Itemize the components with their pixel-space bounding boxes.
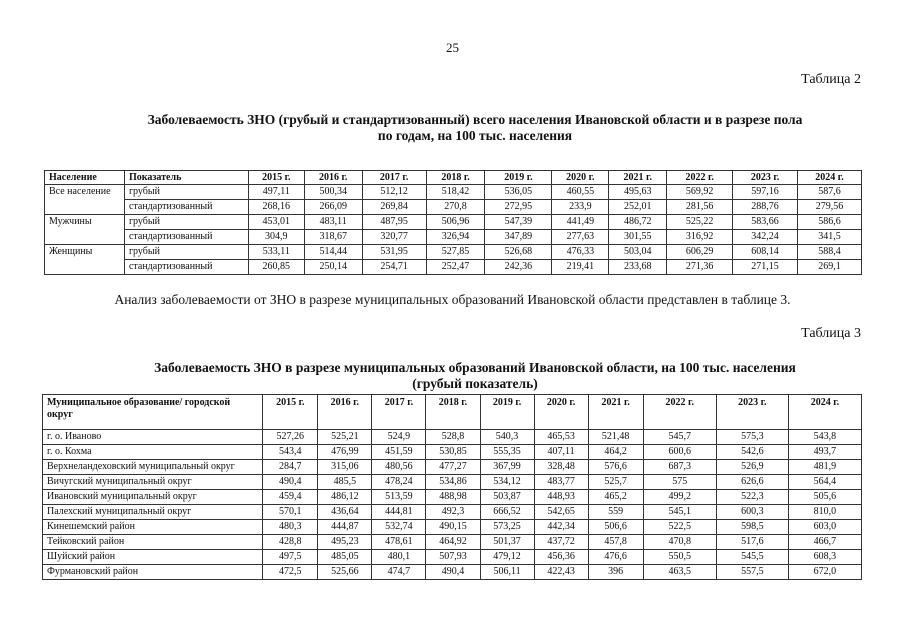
population-group-cell: Все население (45, 185, 125, 200)
value-cell: 517,6 (716, 535, 788, 550)
table3-row (43, 505, 862, 520)
indicator-cell: грубый (124, 215, 248, 230)
value-cell: 470,8 (643, 535, 716, 550)
table3-label: Таблица 3 (801, 326, 861, 341)
table2-row (45, 230, 862, 245)
table2-header-cell: 2021 г. (609, 171, 667, 185)
value-cell: 606,29 (667, 245, 733, 260)
value-cell: 486,72 (609, 215, 667, 230)
table2-header-cell: Население (45, 171, 125, 185)
value-cell: 536,05 (485, 185, 552, 200)
value-cell: 252,01 (609, 200, 667, 215)
value-cell: 534,86 (426, 475, 480, 490)
value-cell: 493,7 (788, 445, 861, 460)
value-cell: 476,99 (318, 445, 372, 460)
table3-row (43, 460, 862, 475)
indicator-cell: стандартизованный (124, 200, 248, 215)
value-cell: 503,04 (609, 245, 667, 260)
value-cell: 269,84 (362, 200, 426, 215)
table3-row (43, 475, 862, 490)
table2-label: Таблица 2 (801, 72, 861, 87)
table2-header-cell: Показатель (124, 171, 248, 185)
value-cell: 490,4 (263, 475, 318, 490)
value-cell: 573,25 (480, 520, 534, 535)
value-cell: 465,2 (588, 490, 643, 505)
value-cell: 478,61 (372, 535, 426, 550)
table3-header-cell: Муниципальное образование/ городской округ (43, 395, 263, 430)
value-cell: 587,6 (798, 185, 862, 200)
table2-row (45, 200, 862, 215)
value-cell: 497,11 (248, 185, 304, 200)
value-cell: 219,41 (552, 260, 609, 275)
table3-row (43, 430, 862, 445)
value-cell: 441,49 (552, 215, 609, 230)
value-cell: 608,14 (733, 245, 798, 260)
table3-header-cell: 2023 г. (716, 395, 788, 430)
table2-header-cell: 2023 г. (733, 171, 798, 185)
value-cell: 575 (643, 475, 716, 490)
value-cell: 328,48 (534, 460, 588, 475)
value-cell: 526,9 (716, 460, 788, 475)
value-cell: 586,6 (798, 215, 862, 230)
value-cell: 476,33 (552, 245, 609, 260)
value-cell: 603,0 (788, 520, 861, 535)
table3-title-line2: (грубый показатель) (412, 376, 538, 391)
value-cell: 284,7 (263, 460, 318, 475)
value-cell: 233,9 (552, 200, 609, 215)
table2-header-cell: 2022 г. (667, 171, 733, 185)
value-cell: 532,74 (372, 520, 426, 535)
value-cell: 500,34 (304, 185, 362, 200)
value-cell: 448,93 (534, 490, 588, 505)
table3-row (43, 535, 862, 550)
value-cell: 506,6 (588, 520, 643, 535)
value-cell: 481,9 (788, 460, 861, 475)
table3-header-cell: 2021 г. (588, 395, 643, 430)
population-group-cell (45, 260, 125, 275)
value-cell: 272,95 (485, 200, 552, 215)
value-cell: 487,95 (362, 215, 426, 230)
value-cell: 525,22 (667, 215, 733, 230)
value-cell: 288,76 (733, 200, 798, 215)
value-cell: 485,5 (318, 475, 372, 490)
value-cell: 547,39 (485, 215, 552, 230)
value-cell: 497,5 (263, 550, 318, 565)
value-cell: 485,05 (318, 550, 372, 565)
page-number: 25 (446, 40, 459, 55)
value-cell: 672,0 (788, 565, 861, 580)
value-cell: 271,36 (667, 260, 733, 275)
population-group-cell (45, 230, 125, 245)
value-cell: 543,4 (263, 445, 318, 460)
value-cell: 521,48 (588, 430, 643, 445)
table2-header-row (45, 171, 862, 185)
value-cell: 476,6 (588, 550, 643, 565)
value-cell: 367,99 (480, 460, 534, 475)
value-cell: 301,55 (609, 230, 667, 245)
table3-header-cell: 2020 г. (534, 395, 588, 430)
value-cell: 270,8 (426, 200, 485, 215)
value-cell: 528,8 (426, 430, 480, 445)
population-group-cell: Мужчины (45, 215, 125, 230)
value-cell: 530,85 (426, 445, 480, 460)
value-cell: 478,24 (372, 475, 426, 490)
value-cell: 483,77 (534, 475, 588, 490)
value-cell: 525,21 (318, 430, 372, 445)
value-cell: 341,5 (798, 230, 862, 245)
value-cell: 506,96 (426, 215, 485, 230)
value-cell: 342,24 (733, 230, 798, 245)
table3-header-cell: 2024 г. (788, 395, 861, 430)
table3-header-cell: 2017 г. (372, 395, 426, 430)
value-cell: 233,68 (609, 260, 667, 275)
value-cell: 428,8 (263, 535, 318, 550)
table2-title-line2: по годам, на 100 тыс. населения (377, 128, 573, 143)
table2-row (45, 245, 862, 260)
value-cell: 268,16 (248, 200, 304, 215)
value-cell: 514,44 (304, 245, 362, 260)
value-cell: 542,65 (534, 505, 588, 520)
value-cell: 492,3 (426, 505, 480, 520)
table3-row (43, 565, 862, 580)
value-cell: 531,95 (362, 245, 426, 260)
value-cell: 242,36 (485, 260, 552, 275)
value-cell: 451,59 (372, 445, 426, 460)
value-cell: 437,72 (534, 535, 588, 550)
indicator-cell: стандартизованный (124, 230, 248, 245)
table2-title-line1: Заболеваемость ЗНО (грубый и стандартизованный) всего населения Ивановской области и в разрезе пола (147, 112, 803, 127)
value-cell: 464,2 (588, 445, 643, 460)
value-cell: 505,6 (788, 490, 861, 505)
value-cell: 559 (588, 505, 643, 520)
value-cell: 597,16 (733, 185, 798, 200)
municipality-cell: Вичугский муниципальный округ (43, 475, 263, 490)
value-cell: 555,35 (480, 445, 534, 460)
value-cell: 316,92 (667, 230, 733, 245)
table2-header-cell: 2019 г. (485, 171, 552, 185)
value-cell: 422,43 (534, 565, 588, 580)
value-cell: 512,12 (362, 185, 426, 200)
value-cell: 542,6 (716, 445, 788, 460)
value-cell: 474,7 (372, 565, 426, 580)
value-cell: 576,6 (588, 460, 643, 475)
value-cell: 457,8 (588, 535, 643, 550)
table3-row (43, 445, 862, 460)
value-cell: 480,1 (372, 550, 426, 565)
value-cell: 583,66 (733, 215, 798, 230)
value-cell: 600,3 (716, 505, 788, 520)
value-cell: 564,4 (788, 475, 861, 490)
value-cell: 483,11 (304, 215, 362, 230)
table3-header-cell: 2015 г. (263, 395, 318, 430)
analysis-paragraph: Анализ заболеваемости от ЗНО в разрезе муниципальных образований Ивановской области представлен в таблице 3. (114, 292, 791, 307)
value-cell: 269,1 (798, 260, 862, 275)
value-cell: 810,0 (788, 505, 861, 520)
table2-title (80, 112, 870, 144)
value-cell: 543,8 (788, 430, 861, 445)
value-cell: 479,12 (480, 550, 534, 565)
value-cell: 472,5 (263, 565, 318, 580)
table2-row (45, 185, 862, 200)
value-cell: 279,56 (798, 200, 862, 215)
value-cell: 588,4 (798, 245, 862, 260)
value-cell: 600,6 (643, 445, 716, 460)
value-cell: 281,56 (667, 200, 733, 215)
table2-header-cell: 2024 г. (798, 171, 862, 185)
value-cell: 442,34 (534, 520, 588, 535)
value-cell: 503,87 (480, 490, 534, 505)
value-cell: 480,3 (263, 520, 318, 535)
value-cell: 318,67 (304, 230, 362, 245)
table3-header-cell: 2016 г. (318, 395, 372, 430)
table3-row (43, 550, 862, 565)
value-cell: 477,27 (426, 460, 480, 475)
table2-header-cell: 2017 г. (362, 171, 426, 185)
value-cell: 252,47 (426, 260, 485, 275)
value-cell: 518,42 (426, 185, 485, 200)
value-cell: 444,87 (318, 520, 372, 535)
table3-row (43, 520, 862, 535)
municipality-cell: Шуйский район (43, 550, 263, 565)
municipality-cell: г. о. Иваново (43, 430, 263, 445)
value-cell: 522,5 (643, 520, 716, 535)
population-group-cell: Женщины (45, 245, 125, 260)
value-cell: 507,93 (426, 550, 480, 565)
value-cell: 527,85 (426, 245, 485, 260)
value-cell: 545,7 (643, 430, 716, 445)
value-cell: 326,94 (426, 230, 485, 245)
value-cell: 315,06 (318, 460, 372, 475)
value-cell: 490,15 (426, 520, 480, 535)
value-cell: 490,4 (426, 565, 480, 580)
value-cell: 486,12 (318, 490, 372, 505)
value-cell: 545,1 (643, 505, 716, 520)
municipality-cell: Кинешемский район (43, 520, 263, 535)
value-cell: 569,92 (667, 185, 733, 200)
value-cell: 320,77 (362, 230, 426, 245)
table3-incidence-by-municipality (42, 394, 862, 580)
value-cell: 347,89 (485, 230, 552, 245)
table2-header-cell: 2020 г. (552, 171, 609, 185)
value-cell: 304,9 (248, 230, 304, 245)
value-cell: 407,11 (534, 445, 588, 460)
value-cell: 550,5 (643, 550, 716, 565)
table3-header-cell: 2019 г. (480, 395, 534, 430)
table3-header-cell: 2018 г. (426, 395, 480, 430)
indicator-cell: стандартизованный (124, 260, 248, 275)
table2-header-cell: 2018 г. (426, 171, 485, 185)
value-cell: 480,56 (372, 460, 426, 475)
value-cell: 277,63 (552, 230, 609, 245)
value-cell: 495,23 (318, 535, 372, 550)
value-cell: 527,26 (263, 430, 318, 445)
value-cell: 499,2 (643, 490, 716, 505)
value-cell: 463,5 (643, 565, 716, 580)
municipality-cell: Верхнеландеховский муниципальный округ (43, 460, 263, 475)
value-cell: 598,5 (716, 520, 788, 535)
table2-row (45, 215, 862, 230)
value-cell: 453,01 (248, 215, 304, 230)
value-cell: 436,64 (318, 505, 372, 520)
value-cell: 459,4 (263, 490, 318, 505)
value-cell: 495,63 (609, 185, 667, 200)
municipality-cell: г. о. Кохма (43, 445, 263, 460)
table2-header-cell: 2016 г. (304, 171, 362, 185)
value-cell: 501,37 (480, 535, 534, 550)
value-cell: 254,71 (362, 260, 426, 275)
value-cell: 534,12 (480, 475, 534, 490)
value-cell: 525,7 (588, 475, 643, 490)
indicator-cell: грубый (124, 245, 248, 260)
value-cell: 526,68 (485, 245, 552, 260)
population-group-cell (45, 200, 125, 215)
table3-title-line1: Заболеваемость ЗНО в разрезе муниципальных образований Ивановской области, на 100 тыс. населения (154, 360, 796, 375)
value-cell: 266,09 (304, 200, 362, 215)
value-cell: 540,3 (480, 430, 534, 445)
value-cell: 575,3 (716, 430, 788, 445)
value-cell: 271,15 (733, 260, 798, 275)
table3-title (80, 360, 870, 392)
value-cell: 460,55 (552, 185, 609, 200)
value-cell: 466,7 (788, 535, 861, 550)
value-cell: 570,1 (263, 505, 318, 520)
value-cell: 456,36 (534, 550, 588, 565)
value-cell: 533,11 (248, 245, 304, 260)
value-cell: 444,81 (372, 505, 426, 520)
value-cell: 626,6 (716, 475, 788, 490)
municipality-cell: Фурмановский район (43, 565, 263, 580)
value-cell: 250,14 (304, 260, 362, 275)
table2-row (45, 260, 862, 275)
value-cell: 687,3 (643, 460, 716, 475)
municipality-cell: Ивановский муниципальный округ (43, 490, 263, 505)
table2-header-cell: 2015 г. (248, 171, 304, 185)
table2-incidence-by-sex (44, 170, 862, 275)
value-cell: 465,53 (534, 430, 588, 445)
value-cell: 513,59 (372, 490, 426, 505)
value-cell: 608,3 (788, 550, 861, 565)
value-cell: 524,9 (372, 430, 426, 445)
value-cell: 525,66 (318, 565, 372, 580)
municipality-cell: Тейковский район (43, 535, 263, 550)
value-cell: 545,5 (716, 550, 788, 565)
value-cell: 522,3 (716, 490, 788, 505)
municipality-cell: Палехский муниципальный округ (43, 505, 263, 520)
value-cell: 396 (588, 565, 643, 580)
value-cell: 666,52 (480, 505, 534, 520)
value-cell: 464,92 (426, 535, 480, 550)
table3-row (43, 490, 862, 505)
table3-header-row (43, 395, 862, 430)
value-cell: 557,5 (716, 565, 788, 580)
table3-header-cell: 2022 г. (643, 395, 716, 430)
value-cell: 506,11 (480, 565, 534, 580)
indicator-cell: грубый (124, 185, 248, 200)
value-cell: 488,98 (426, 490, 480, 505)
value-cell: 260,85 (248, 260, 304, 275)
